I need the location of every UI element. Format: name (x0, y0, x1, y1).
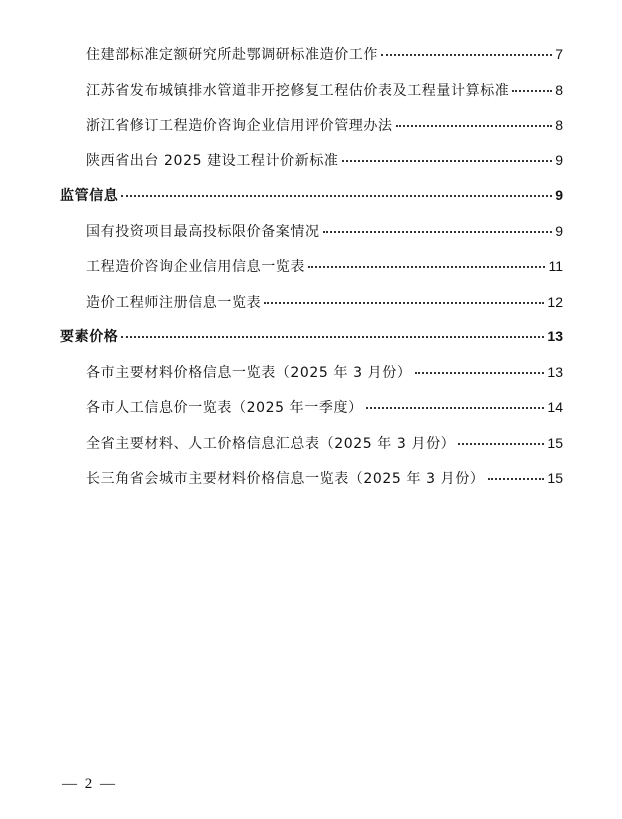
toc-entry-zhejiang-credit[interactable] (86, 114, 563, 136)
toc-section-title: 要素价格 (60, 329, 119, 345)
toc-entry-max-bid-price[interactable] (86, 220, 563, 242)
toc-entry-province-summary[interactable] (86, 432, 563, 454)
toc-leader-dots (488, 478, 545, 480)
toc-leader-dots (121, 195, 552, 197)
toc-section-supervision[interactable] (60, 184, 563, 206)
toc-entry-page: 14 (547, 399, 563, 415)
toc-entry-jiangsu-standard[interactable] (86, 79, 563, 101)
toc-leader-dots (342, 160, 553, 162)
toc-entry-title: 江苏省发布城镇排水管道非开挖修复工程估价表及工程量计算标准 (86, 83, 510, 99)
toc-entry-page: 7 (555, 46, 563, 62)
toc-entry-page: 12 (547, 294, 563, 310)
toc-entry-title: 各市主要材料价格信息一览表（2025 年 3 月份） (86, 365, 412, 381)
toc-leader-dots (512, 90, 552, 92)
toc-entry-page: 8 (555, 117, 563, 133)
toc-entry-enterprise-credit[interactable] (86, 255, 563, 277)
toc-entry-city-material-prices[interactable] (86, 361, 563, 383)
toc-leader-dots (366, 407, 545, 409)
toc-entry-city-labor-prices[interactable] (86, 396, 563, 418)
toc-entry-title: 全省主要材料、人工价格信息汇总表（2025 年 3 月份） (86, 436, 456, 452)
toc-section-factor-prices[interactable] (60, 325, 563, 347)
toc-leader-dots (308, 266, 545, 268)
toc-entry-research-visit[interactable] (86, 43, 563, 65)
toc-entry-title: 长三角省会城市主要材料价格信息一览表（2025 年 3 月份） (86, 471, 485, 487)
toc-entry-shaanxi-standard[interactable] (86, 149, 563, 171)
toc-leader-dots (323, 231, 553, 233)
toc-entry-title: 住建部标准定额研究所赴鄂调研标准造价工作 (86, 47, 378, 63)
toc-entry-title: 各市人工信息价一览表（2025 年一季度） (86, 400, 363, 416)
toc-entry-page: 15 (547, 435, 563, 451)
toc-entry-page: 8 (555, 82, 563, 98)
toc-entry-page: 9 (555, 223, 563, 239)
toc-entry-title: 浙江省修订工程造价咨询企业信用评价管理办法 (86, 118, 393, 134)
toc-leader-dots (264, 302, 544, 304)
toc-section-page: 13 (547, 328, 563, 344)
toc-entry-page: 13 (547, 364, 563, 380)
toc-entry-title: 工程造价咨询企业信用信息一览表 (86, 259, 305, 275)
toc-entry-yangtze-delta-prices[interactable] (86, 467, 563, 489)
toc-leader-dots (458, 443, 544, 445)
toc-entry-page: 9 (555, 152, 563, 168)
toc-entry-title: 陕西省出台 2025 建设工程计价新标准 (86, 153, 339, 169)
toc-entry-page: 11 (548, 258, 563, 274)
toc-entry-page: 15 (547, 470, 563, 486)
page-number: — 2 — (62, 776, 117, 792)
toc-section-title: 监管信息 (60, 188, 119, 204)
toc-leader-dots (121, 336, 544, 338)
toc-entry-engineer-registration[interactable] (86, 291, 563, 313)
toc-section-page: 9 (555, 187, 563, 203)
toc-leader-dots (415, 372, 545, 374)
toc-leader-dots (381, 54, 552, 56)
toc-leader-dots (396, 125, 553, 127)
toc-entry-title: 国有投资项目最高投标限价备案情况 (86, 224, 320, 240)
toc-entry-title: 造价工程师注册信息一览表 (86, 295, 262, 311)
